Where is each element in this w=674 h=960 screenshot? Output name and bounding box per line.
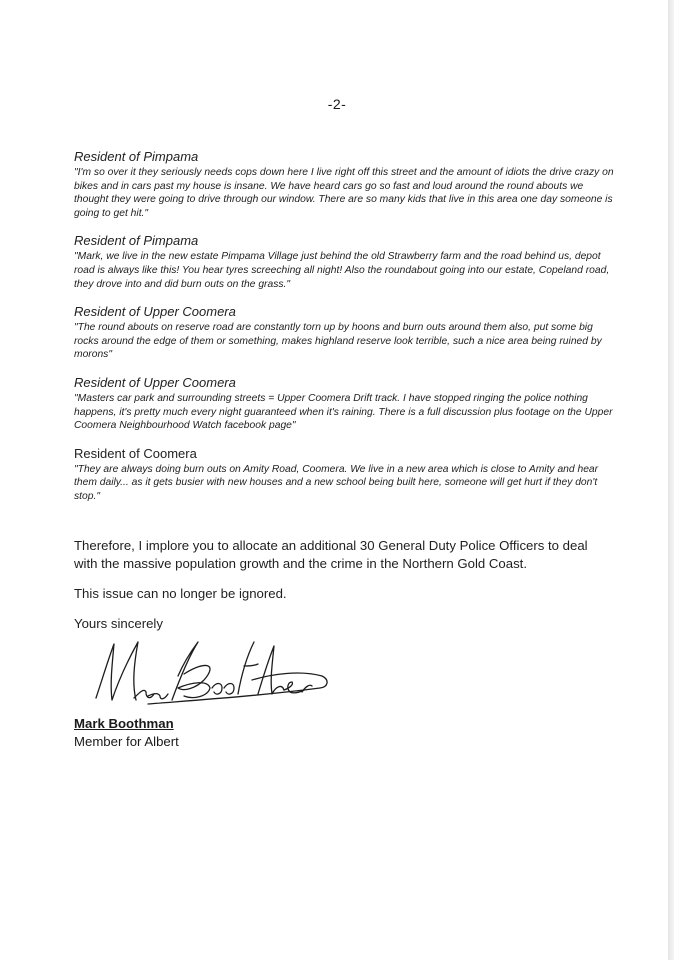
quote-heading: Resident of Coomera: [74, 445, 197, 461]
resident-quotes: [74, 148, 614, 516]
signature-block: [74, 715, 179, 751]
quote-heading: Resident of Pimpama: [74, 233, 199, 249]
signer-name: Mark Boothman: [74, 716, 174, 731]
quote-text: "I'm so over it they seriously needs cops down here I live right off this street and the amount of idiots the drive crazy on bikes and in cars past my house is insane. We have heard cars go so fast and loud around the round abouts we thought they were going to drive through our window. There are so many kids that live in this area one day someone is going to get hit.": [74, 167, 614, 219]
request-paragraph: Therefore, I implore you to allocate an additional 30 General Duty Police Officers to deal with the massive population growth and the crime in the Northern Gold Coast.: [74, 538, 588, 571]
quote-block: [74, 303, 614, 362]
quote-text: "Mark, we live in the new estate Pimpama Village just behind the old Strawberry farm and the road behind us, depot road is always like this! You hear tyres screeching all night! Also the roundabout going into our estate, Copeland road, they drove into and did burn outs on the grass.": [74, 251, 610, 290]
sign-off: Yours sincerely: [74, 616, 163, 631]
quote-heading: Resident of Pimpama: [74, 149, 199, 164]
quote-text: "Masters car park and surrounding streets = Upper Coomera Drift track. I have stopped ringing the police nothing happens, it's pretty much every night guaranteed when it's raining. There is a full discussion plus footage on the Upper Coomera Neighbourhood Watch facebook page": [74, 392, 613, 432]
quote-block: [74, 232, 614, 291]
quote-block: [74, 445, 614, 504]
page-number: -2-: [327, 96, 347, 112]
quote-text: "They are always doing burn outs on Amity Road, Coomera. We live in a new area which is close to Amity and hear them daily... as it gets busier with new houses and a new school being built here, someone will get hurt if they don't stop.": [74, 463, 599, 502]
quote-text: "The round abouts on reserve road are constantly torn up by hoons and burn outs around them also, put some big rocks around the edge of them or something, makes highland reserve look terrible, such a nice area being ruined by morons": [74, 322, 602, 361]
issue-paragraph: This issue can no longer be ignored.: [74, 586, 287, 601]
quote-block: [74, 374, 614, 433]
quote-heading: Resident of Upper Coomera: [74, 374, 236, 390]
page-edge: [668, 0, 674, 960]
quote-block: [74, 148, 614, 220]
handwritten-signature: [88, 636, 338, 710]
quote-heading: Resident of Upper Coomera: [74, 304, 236, 320]
signer-title: Member for Albert: [74, 734, 179, 749]
closing-section: [74, 537, 614, 645]
